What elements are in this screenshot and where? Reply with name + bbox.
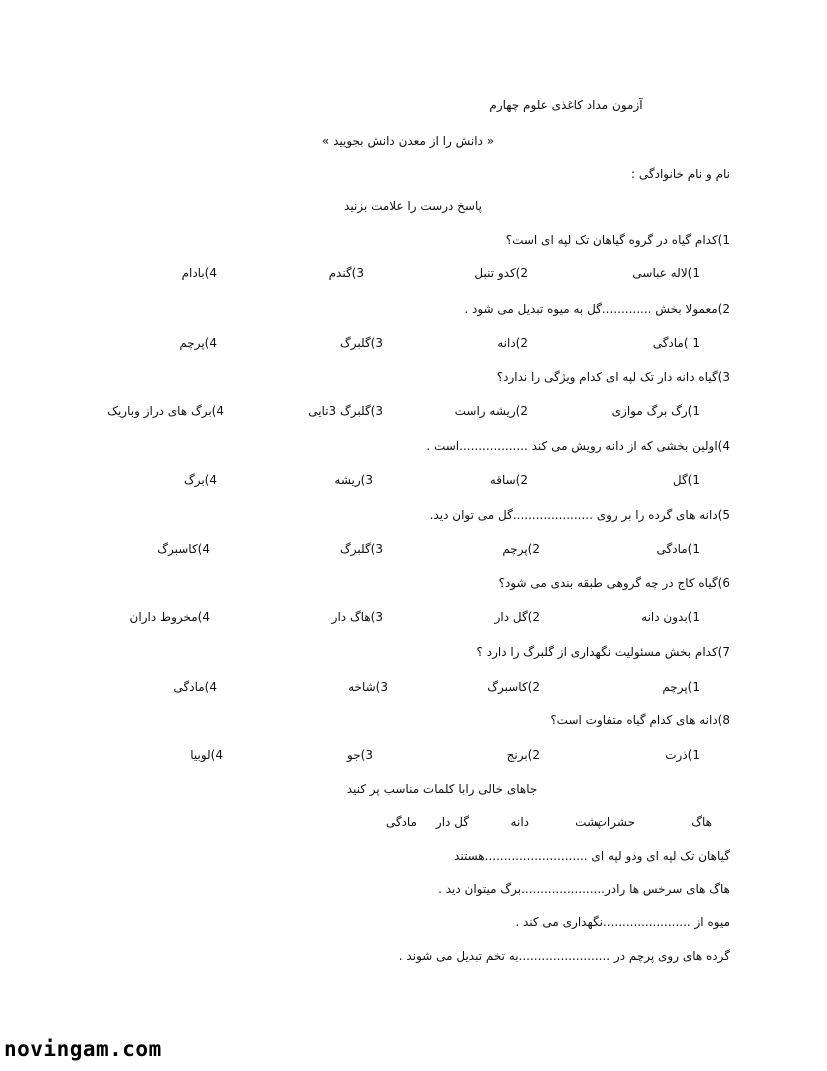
section-instruction-multiple-choice: پاسخ درست را علامت بزنید: [344, 199, 482, 213]
q4-option-4[interactable]: 4)برگ: [183, 473, 217, 487]
q2-option-1[interactable]: 1 )مادگی: [652, 336, 700, 350]
q1-option-3[interactable]: 3)گندم: [328, 266, 364, 280]
fill-blank-sentence-3: میوه از .......................نگهداری می کند .: [515, 915, 730, 929]
q6-option-3[interactable]: 3)هاگ دار: [331, 610, 383, 624]
word-bank-item: گل دار: [435, 815, 469, 829]
question-6: 6)گیاه کاج در چه گروهی طبقه بندی می شود؟: [498, 576, 730, 590]
q7-option-2[interactable]: 2)کاسبرگ: [487, 680, 540, 694]
site-watermark: novingam.com: [4, 1037, 162, 1061]
q3-option-4[interactable]: 4)برگ های دراز وباریک: [107, 404, 224, 418]
q5-option-3[interactable]: 3)گلبرگ: [340, 542, 383, 556]
question-4: 4)اولین بخشی که از دانه رویش می کند ..................است .: [426, 439, 730, 453]
question-5: 5)دانه های گرده را بر روی .....................گل می توان دید.: [429, 508, 730, 522]
q5-option-1[interactable]: 1)مادگی: [656, 542, 700, 556]
q7-option-4[interactable]: 4)مادگی: [173, 680, 217, 694]
word-bank-item: دانه: [510, 815, 529, 829]
question-2: 2)معمولا بخش .............گل به میوه تبدیل می شود .: [464, 302, 730, 316]
q3-option-3[interactable]: 3)گلبرگ 3تایی: [308, 404, 383, 418]
q6-option-4[interactable]: 4)مخروط داران: [129, 610, 210, 624]
question-3: 3)گیاه دانه دار تک لپه ای کدام ویژگی را ندارد؟: [496, 370, 730, 384]
section-instruction-fill-blank: جاهای خالی رابا کلمات مناسب پر کنید: [346, 782, 538, 796]
q8-option-4[interactable]: 4)لوبیا: [190, 748, 223, 762]
q4-option-2[interactable]: 2)ساقه: [489, 473, 528, 487]
q8-option-2[interactable]: 2)برنج: [506, 748, 540, 762]
question-1: 1)کدام گیاه در گروه گیاهان تک لپه ای است؟: [505, 233, 730, 247]
q5-option-2[interactable]: 2)پرچم: [502, 542, 540, 556]
word-bank-item: هاگ: [691, 815, 712, 829]
q6-option-2[interactable]: 2)گل دار: [494, 610, 540, 624]
exam-title: آزمون مداد کاغذی علوم چهارم: [489, 98, 643, 112]
q8-option-3[interactable]: 3)جو: [347, 748, 373, 762]
fill-blank-sentence-2: هاگ های سرخس ها رادر......................برگ میتوان دید .: [438, 882, 730, 896]
question-8: 8)دانه های کدام گیاه متفاوت است؟: [550, 713, 730, 727]
q4-option-3[interactable]: 3)ریشه: [334, 473, 373, 487]
fill-blank-sentence-1: گیاهان تک لپه ای ودو لپه ای ...........................هستند: [454, 849, 730, 863]
q7-option-1[interactable]: 1)پرچم: [662, 680, 700, 694]
q1-option-4[interactable]: 4)بادام: [181, 266, 217, 280]
q7-option-3[interactable]: 3)شاخه: [348, 680, 388, 694]
q3-option-2[interactable]: 2)ریشه راست: [454, 404, 528, 418]
q5-option-4[interactable]: 4)کاسبرگ: [157, 542, 210, 556]
q3-option-1[interactable]: 1)رگ برگ موازی: [611, 404, 700, 418]
question-7: 7)کدام بخش مسئولیت نگهداری از گلبرگ را دارد ؟: [476, 645, 730, 659]
student-name-line: نام و نام خانوادگی :: [631, 167, 730, 181]
exam-motto: « دانش را از معدن دانش بجویید »: [321, 134, 495, 148]
word-bank-item: مادگی: [385, 815, 417, 829]
q1-option-2[interactable]: 2)کدو تنبل: [474, 266, 528, 280]
q1-option-1[interactable]: 1)لاله عباسی: [632, 266, 700, 280]
q2-option-2[interactable]: 2)دانه: [497, 336, 528, 350]
q6-option-1[interactable]: 1)بدون دانه: [641, 610, 700, 624]
fill-blank-sentence-4: گرده های روی پرچم در ........................به تخم تبدیل می شوند .: [398, 949, 730, 963]
q2-option-3[interactable]: 3)گلبرگ: [340, 336, 383, 350]
word-bank-item: پشت: [575, 815, 601, 829]
q2-option-4[interactable]: 4)پرچم: [179, 336, 217, 350]
word-bank-item: حشرات: [595, 815, 635, 829]
q8-option-1[interactable]: 1)ذرت: [665, 748, 700, 762]
q4-option-1[interactable]: 1)گل: [672, 473, 700, 487]
